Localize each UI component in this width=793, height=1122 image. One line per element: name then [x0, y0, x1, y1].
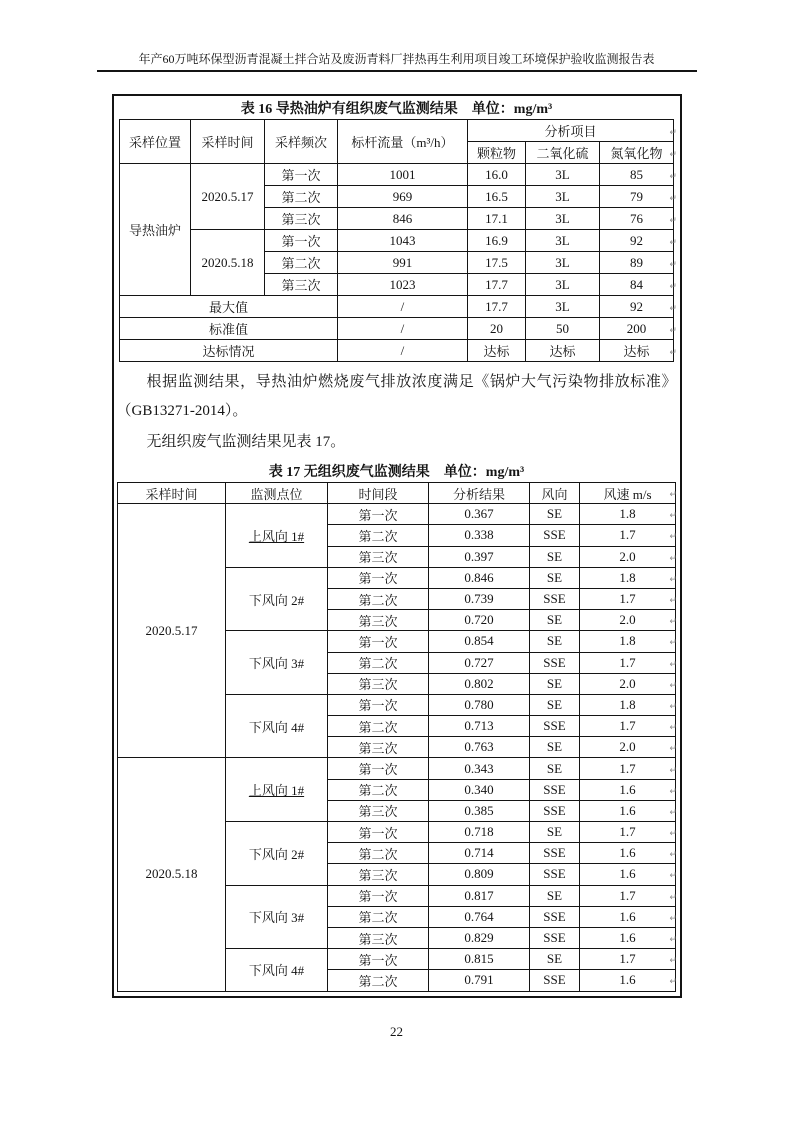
table-header-cell: 采样频次: [264, 120, 337, 164]
table-cell: 第二次: [328, 716, 429, 737]
table-cell: 达标: [599, 340, 673, 362]
table-cell: 1.6: [580, 864, 676, 885]
table-cell: 第三次: [328, 546, 429, 567]
table-cell: 第三次: [328, 673, 429, 694]
table-cell: 0.763: [429, 737, 530, 758]
table16-title-text: 表 16 导热油炉有组织废气监测结果: [240, 102, 458, 117]
table-cell: 1043: [337, 230, 467, 252]
table-cell: 20: [467, 318, 525, 340]
return-mark-icon: ↵: [669, 679, 678, 690]
summary-label-cell: 标准值: [119, 318, 337, 340]
table-cell: 200: [599, 318, 673, 340]
return-mark-icon: ↵: [669, 616, 678, 627]
table-row: [118, 483, 676, 504]
table-cell: 0.718: [429, 822, 530, 843]
table-cell: 16.5: [467, 186, 525, 208]
table-cell: SE: [530, 631, 580, 652]
return-mark-icon: ↵: [669, 324, 678, 335]
table16-title: [114, 98, 680, 118]
page-number: 22: [390, 1023, 403, 1039]
table17-title: [114, 461, 680, 481]
table-cell: 1.7: [580, 716, 676, 737]
table-cell: 第二次: [328, 652, 429, 673]
table-cell: 第二次: [328, 843, 429, 864]
table-cell: 0.714: [429, 843, 530, 864]
table-cell: 17.5: [467, 252, 525, 274]
table-header-cell: 采样位置: [119, 120, 190, 164]
table-cell: 16.0: [467, 164, 525, 186]
table-cell: SSE: [530, 843, 580, 864]
table-cell: 第三次: [328, 737, 429, 758]
table-cell: 第二次: [264, 186, 337, 208]
table-cell: 3L: [525, 296, 599, 318]
table-cell: 第三次: [328, 864, 429, 885]
return-mark-icon: ↵: [669, 302, 678, 313]
return-mark-icon: ↵: [669, 214, 678, 225]
table-cell: 第二次: [328, 779, 429, 800]
table-cell: SE: [530, 567, 580, 588]
table-header-cell: 颗粒物: [467, 142, 525, 164]
point-cell: 下风向 2#: [226, 822, 328, 886]
summary-label-cell: 最大值: [119, 296, 337, 318]
table-cell: 1.6: [580, 800, 676, 821]
table-cell: 0.815: [429, 949, 530, 970]
table-cell: 3L: [525, 186, 599, 208]
table-cell: 第一次: [264, 164, 337, 186]
table-cell: 0.727: [429, 652, 530, 673]
table-cell: SE: [530, 758, 580, 779]
content-box: [112, 94, 682, 998]
table-cell: 第一次: [328, 758, 429, 779]
table-cell: SSE: [530, 779, 580, 800]
table-cell: 17.1: [467, 208, 525, 230]
return-mark-icon: ↵: [669, 891, 678, 902]
table-row: [119, 340, 673, 362]
table-cell: 0.338: [429, 525, 530, 546]
table-cell: 1.6: [580, 906, 676, 927]
point-cell: 下风向 3#: [226, 885, 328, 949]
table-cell: 76: [599, 208, 673, 230]
table-cell: SSE: [530, 927, 580, 948]
return-mark-icon: ↵: [669, 658, 678, 669]
table-cell: SSE: [530, 864, 580, 885]
table-cell: 1.8: [580, 567, 676, 588]
return-mark-icon: ↵: [669, 976, 678, 987]
table-cell: 第三次: [328, 800, 429, 821]
point-cell: 下风向 4#: [226, 949, 328, 991]
table-cell: 第一次: [328, 949, 429, 970]
table-cell: 第一次: [264, 230, 337, 252]
table-cell: SE: [530, 694, 580, 715]
table-cell: SSE: [530, 800, 580, 821]
table-cell: 0.846: [429, 567, 530, 588]
table-cell: 0.343: [429, 758, 530, 779]
return-mark-icon: ↵: [669, 236, 678, 247]
table-cell: 1.7: [580, 652, 676, 673]
table-cell: 第一次: [328, 631, 429, 652]
table-header-cell: 时间段: [328, 483, 429, 504]
table-cell: 17.7: [467, 274, 525, 296]
table-cell: 0.791: [429, 970, 530, 991]
running-head: 年产60万吨环保型沥青混凝土拌合站及废沥青料厂拌热再生利用项目竣工环境保护验收监测报告表: [97, 50, 697, 72]
table-cell: 1.8: [580, 631, 676, 652]
table-cell: 第一次: [328, 504, 429, 525]
table-row: [118, 504, 676, 525]
table-cell: 1.6: [580, 843, 676, 864]
table-cell: 1.7: [580, 758, 676, 779]
table-row: [119, 164, 673, 186]
table-cell: 0.780: [429, 694, 530, 715]
table-header-cell: 标杆流量（m³/h）: [337, 120, 467, 164]
table-cell: 16.9: [467, 230, 525, 252]
table-cell: 0.854: [429, 631, 530, 652]
return-mark-icon: ↵: [669, 828, 678, 839]
table-cell: 1.6: [580, 927, 676, 948]
table-header-cell: 监测点位: [226, 483, 328, 504]
table-cell: 0.340: [429, 779, 530, 800]
return-mark-icon: ↵: [669, 849, 678, 860]
return-mark-icon: ↵: [669, 170, 678, 181]
table-cell: SSE: [530, 525, 580, 546]
point-cell: 上风向 1#: [226, 758, 328, 822]
paragraph: 无组织废气监测结果见表 17。: [146, 434, 346, 450]
location-cell: 导热油炉: [119, 164, 190, 296]
table-cell: SSE: [530, 970, 580, 991]
table-cell: 2.0: [580, 610, 676, 631]
date-cell: 2020.5.17: [118, 504, 226, 758]
table-cell: 969: [337, 186, 467, 208]
table-cell: 0.802: [429, 673, 530, 694]
return-mark-icon: ↵: [669, 955, 678, 966]
return-mark-icon: ↵: [669, 510, 678, 521]
table-cell: 991: [337, 252, 467, 274]
table16-unit-label: 单位：mg/m³: [471, 102, 553, 117]
body-text: [117, 368, 677, 457]
table-cell: 第一次: [328, 567, 429, 588]
table-cell: 0.809: [429, 864, 530, 885]
table-cell: SSE: [530, 652, 580, 673]
table-cell: /: [337, 296, 467, 318]
table-cell: /: [337, 340, 467, 362]
table-cell: 3L: [525, 274, 599, 296]
table-cell: 1.8: [580, 694, 676, 715]
table-header-cell: 氮氧化物: [599, 142, 673, 164]
table-cell: 0.367: [429, 504, 530, 525]
table-cell: SE: [530, 546, 580, 567]
return-mark-icon: ↵: [669, 806, 678, 817]
table-cell: 3L: [525, 164, 599, 186]
paragraph: 根据监测结果，导热油炉燃烧废气排放浓度满足《锅炉大气污染物排放标准》（GB13271-2014）。: [116, 374, 677, 419]
table-cell: SE: [530, 610, 580, 631]
table-row: [119, 318, 673, 340]
table-cell: 第二次: [328, 906, 429, 927]
table-cell: 3L: [525, 252, 599, 274]
return-mark-icon: ↵: [669, 912, 678, 923]
table-cell: 第二次: [328, 970, 429, 991]
point-cell: 下风向 3#: [226, 631, 328, 695]
table-cell: 0.739: [429, 588, 530, 609]
table-cell: 第一次: [328, 694, 429, 715]
table-header-cell: 二氧化硫: [525, 142, 599, 164]
table-cell: 92: [599, 296, 673, 318]
table-row: [118, 758, 676, 779]
return-mark-icon: ↵: [669, 637, 678, 648]
table-16: [119, 119, 674, 362]
table-cell: SE: [530, 885, 580, 906]
return-mark-icon: ↵: [669, 764, 678, 775]
table-cell: 1.7: [580, 822, 676, 843]
return-mark-icon: ↵: [669, 489, 678, 500]
table-cell: 0.829: [429, 927, 530, 948]
table-cell: 85: [599, 164, 673, 186]
table-cell: 1001: [337, 164, 467, 186]
table-cell: 0.385: [429, 800, 530, 821]
table-cell: 1.7: [580, 525, 676, 546]
table-cell: 第三次: [264, 208, 337, 230]
date-cell: 2020.5.17: [190, 164, 264, 230]
table-header-cell: 采样时间: [190, 120, 264, 164]
table-cell: SE: [530, 504, 580, 525]
table-cell: 1.6: [580, 970, 676, 991]
table-cell: 1023: [337, 274, 467, 296]
return-mark-icon: ↵: [669, 573, 678, 584]
point-cell: 下风向 2#: [226, 567, 328, 631]
table-cell: 0.764: [429, 906, 530, 927]
return-mark-icon: ↵: [669, 192, 678, 203]
return-mark-icon: ↵: [669, 531, 678, 542]
table-header-cell: 采样时间: [118, 483, 226, 504]
table-cell: 第三次: [328, 927, 429, 948]
table-cell: 第一次: [328, 885, 429, 906]
table-cell: 1.7: [580, 588, 676, 609]
table-cell: 50: [525, 318, 599, 340]
table-cell: 846: [337, 208, 467, 230]
table-cell: 0.817: [429, 885, 530, 906]
return-mark-icon: ↵: [669, 280, 678, 291]
table-cell: 84: [599, 274, 673, 296]
return-mark-icon: ↵: [669, 785, 678, 796]
table-cell: 2.0: [580, 673, 676, 694]
table-cell: 0.397: [429, 546, 530, 567]
table-cell: 0.713: [429, 716, 530, 737]
table-cell: 达标: [467, 340, 525, 362]
return-mark-icon: ↵: [669, 346, 678, 357]
return-mark-icon: ↵: [669, 870, 678, 881]
date-cell: 2020.5.18: [118, 758, 226, 991]
table-cell: 79: [599, 186, 673, 208]
table-cell: 1.6: [580, 779, 676, 800]
table-cell: 第二次: [328, 588, 429, 609]
table-cell: 2.0: [580, 546, 676, 567]
table-17: [117, 482, 676, 992]
table-cell: 3L: [525, 208, 599, 230]
table-cell: 第三次: [264, 274, 337, 296]
table17-unit-label: 单位：mg/m³: [443, 465, 525, 480]
table-cell: SE: [530, 822, 580, 843]
table-cell: 92: [599, 230, 673, 252]
table-cell: 达标: [525, 340, 599, 362]
table-cell: 2.0: [580, 737, 676, 758]
table-cell: SSE: [530, 906, 580, 927]
table-cell: 第一次: [328, 822, 429, 843]
table-cell: 第三次: [328, 610, 429, 631]
table-cell: 第二次: [264, 252, 337, 274]
table-row: [119, 230, 673, 252]
return-mark-icon: ↵: [669, 700, 678, 711]
date-cell: 2020.5.18: [190, 230, 264, 296]
table-cell: 89: [599, 252, 673, 274]
return-mark-icon: ↵: [669, 934, 678, 945]
table-header-cell: 分析结果: [429, 483, 530, 504]
table-cell: SSE: [530, 716, 580, 737]
table-cell: SE: [530, 673, 580, 694]
return-mark-icon: ↵: [669, 126, 678, 137]
table-cell: SE: [530, 737, 580, 758]
return-mark-icon: ↵: [669, 258, 678, 269]
table-row: [119, 296, 673, 318]
table-header-cell: 分析项目: [467, 120, 673, 142]
table-cell: /: [337, 318, 467, 340]
table-row: [119, 120, 673, 142]
return-mark-icon: ↵: [669, 148, 678, 159]
table-cell: 1.7: [580, 949, 676, 970]
return-mark-icon: ↵: [669, 722, 678, 733]
table-cell: 0.720: [429, 610, 530, 631]
table-cell: SE: [530, 949, 580, 970]
table-cell: 17.7: [467, 296, 525, 318]
table-cell: SSE: [530, 588, 580, 609]
table17-title-text: 表 17 无组织废气监测结果: [268, 465, 430, 480]
table-cell: 3L: [525, 230, 599, 252]
point-cell: 下风向 4#: [226, 694, 328, 758]
summary-label-cell: 达标情况: [119, 340, 337, 362]
return-mark-icon: ↵: [669, 743, 678, 754]
table-header-cell: 风向: [530, 483, 580, 504]
table-cell: 第二次: [328, 525, 429, 546]
table-cell: 1.7: [580, 885, 676, 906]
table-header-cell: 风速 m/s: [580, 483, 676, 504]
table-cell: 1.8: [580, 504, 676, 525]
return-mark-icon: ↵: [669, 595, 678, 606]
return-mark-icon: ↵: [669, 552, 678, 563]
point-cell: 上风向 1#: [226, 504, 328, 568]
